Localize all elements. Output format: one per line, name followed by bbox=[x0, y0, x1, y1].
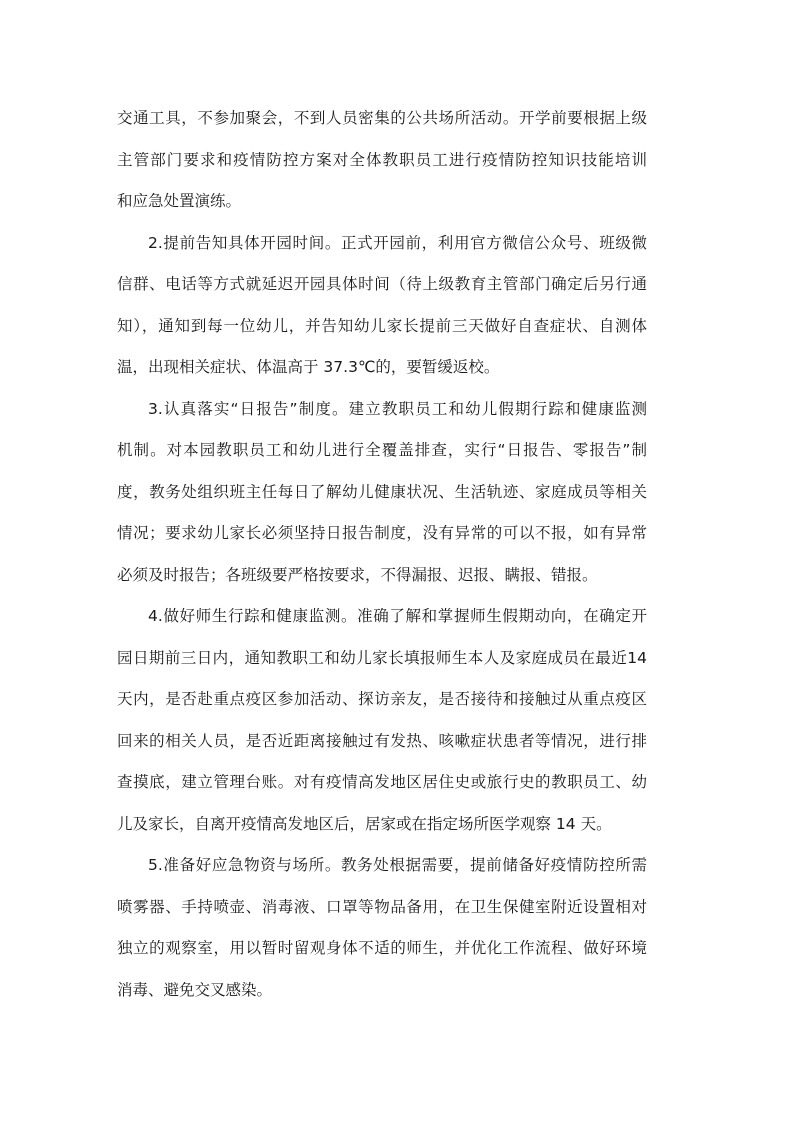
document-body bbox=[117, 103, 647, 1016]
text-line: 天内，是否赴重点疫区参加活动、探访亲友，是否接待和接触过从重点疫区 bbox=[117, 690, 647, 708]
text-line: 5.准备好应急物资与场所。教务处根据需要，提前储备好疫情防控所需 bbox=[148, 856, 647, 874]
text-line: 信群、电话等方式就延迟开园具体时间（待上级教育主管部门确定后另行通 bbox=[117, 275, 647, 293]
text-line: 消毒、避免交叉感染。 bbox=[117, 980, 273, 999]
text-line: 查摸底，建立管理台账。对有疫情高发地区居住史或旅行史的教职员工、幼 bbox=[117, 773, 647, 791]
text-line: 温，出现相关症状、体温高于 37.3℃的，要暂缓返校。 bbox=[117, 358, 500, 376]
text-line: 2.提前告知具体开园时间。正式开园前，利用官方微信公众号、班级微 bbox=[148, 233, 647, 252]
text-line: 园日期前三日内，通知教职工和幼儿家长填报师生本人及家庭成员在最近14 bbox=[117, 648, 647, 667]
text-line: 度，教务处组织班主任每日了解幼儿健康状况、生活轨迹、家庭成员等相关 bbox=[117, 482, 647, 501]
text-line: 交通工具，不参加聚会，不到人员密集的公共场所活动。开学前要根据上级 bbox=[117, 109, 647, 127]
text-line: 机制。对本园教职员工和幼儿进行全覆盖排查，实行“日报告、零报告”制 bbox=[117, 441, 647, 459]
text-line: 知），通知到每一位幼儿，并告知幼儿家长提前三天做好自查症状、自测体 bbox=[117, 316, 647, 335]
text-line: 4.做好师生行踪和健康监测。准确了解和掌握师生假期动向，在确定开 bbox=[148, 607, 647, 625]
text-line: 和应急处置演练。 bbox=[117, 192, 242, 210]
text-line: 儿及家长，自离开疫情高发地区后，居家或在指定场所医学观察 14 天。 bbox=[117, 814, 612, 833]
text-line: 3.认真落实“日报告”制度。建立教职员工和幼儿假期行踪和健康监测 bbox=[148, 399, 647, 418]
text-line: 回来的相关人员，是否近距离接触过有发热、咳嗽症状患者等情况，进行排 bbox=[117, 731, 647, 750]
text-line: 独立的观察室，用以暂时留观身体不适的师生，并优化工作流程、做好环境 bbox=[117, 939, 647, 957]
text-line: 情况；要求幼儿家长必须坚持日报告制度，没有异常的可以不报，如有异常 bbox=[117, 524, 647, 542]
text-line: 必须及时报告；各班级要严格按要求，不得漏报、迟报、瞒报、错报。 bbox=[117, 565, 598, 584]
text-line: 喷雾器、手持喷壶、消毒液、口罩等物品备用，在卫生保健室附近设置相对 bbox=[117, 897, 647, 916]
text-line: 主管部门要求和疫情防控方案对全体教职员工进行疫情防控知识技能培训 bbox=[117, 150, 647, 169]
